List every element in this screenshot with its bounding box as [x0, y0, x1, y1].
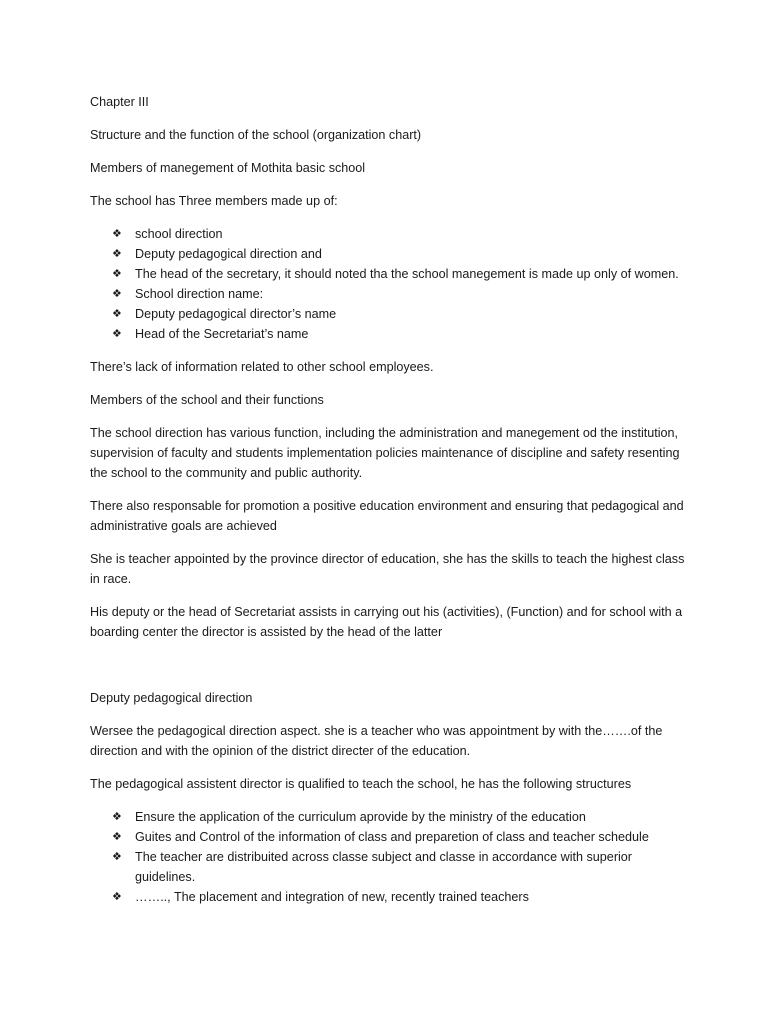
deputy-paragraph: His deputy or the head of Secretariat assists in carrying out his (activities), (Function) and for school with a boarding center the director is assisted by the head of the latter: [90, 605, 683, 639]
diamond-bullet-icon: ❖: [112, 830, 122, 843]
teacher-paragraph: She is teacher appointed by the province director of education, she has the skills to teach the highest class in race.: [90, 552, 685, 586]
members-list: [90, 224, 690, 344]
list-item: [90, 224, 690, 244]
diamond-bullet-icon: ❖: [112, 247, 122, 260]
intro-paragraph: The school has Three members made up of:: [90, 194, 338, 208]
list-item: [90, 847, 690, 887]
diamond-bullet-icon: ❖: [112, 327, 122, 340]
heading-deputy: Deputy pedagogical direction: [90, 691, 253, 705]
list-item-text: …….., The placement and integration of new, recently trained teachers: [135, 890, 529, 904]
list-item: [90, 324, 690, 344]
heading-functions: Members of the school and their functions: [90, 393, 324, 407]
list-item: [90, 244, 690, 264]
list-item-text: Deputy pedagogical director’s name: [135, 307, 337, 321]
chapter-title: Chapter III: [90, 95, 149, 109]
diamond-bullet-icon: ❖: [112, 227, 122, 240]
lack-info-paragraph: There’s lack of information related to other school employees.: [90, 360, 434, 374]
list-item-text: The teacher are distribuited across classe subject and classe in accordance with superior guidelines.: [135, 850, 633, 884]
heading-members: Members of manegement of Mothita basic school: [90, 161, 366, 175]
structures-list: [90, 807, 690, 907]
heading-structure: Structure and the function of the school (organization chart): [90, 128, 422, 142]
list-item-text: Guites and Control of the information of class and preparetion of class and teacher schedule: [135, 830, 649, 844]
direction-paragraph: The school direction has various function, including the administration and manegement od the institution, supervision of faculty and students implementation policies maintenance of discipline and safety resenting the school to the community and public authority.: [90, 426, 680, 480]
list-item-text: The head of the secretary, it should noted tha the school manegement is made up only of women.: [135, 267, 679, 281]
diamond-bullet-icon: ❖: [112, 890, 122, 903]
list-item: [90, 807, 690, 827]
list-item-text: Head of the Secretariat’s name: [135, 327, 309, 341]
list-item-text: school direction: [135, 227, 223, 241]
list-item: [90, 264, 690, 284]
diamond-bullet-icon: ❖: [112, 307, 122, 320]
diamond-bullet-icon: ❖: [112, 810, 122, 823]
list-item-text: Deputy pedagogical direction and: [135, 247, 322, 261]
responsable-paragraph: There also responsable for promotion a positive education environment and ensuring that pedagogical and administrative goals are achieved: [90, 499, 684, 533]
diamond-bullet-icon: ❖: [112, 287, 122, 300]
diamond-bullet-icon: ❖: [112, 850, 122, 863]
document-page: [90, 92, 690, 920]
list-item-text: School direction name:: [135, 287, 264, 301]
blank-line: [90, 655, 690, 688]
list-item: [90, 284, 690, 304]
wersee-paragraph: Wersee the pedagogical direction aspect. she is a teacher who was appointment by with the…….of the direction and with the opinion of the district directer of the education.: [90, 724, 663, 758]
qualified-paragraph: The pedagogical assistent director is qualified to teach the school, he has the following structures: [90, 777, 632, 791]
list-item: [90, 304, 690, 324]
list-item-text: Ensure the application of the curriculum aprovide by the ministry of the education: [135, 810, 586, 824]
list-item: [90, 887, 690, 907]
diamond-bullet-icon: ❖: [112, 267, 122, 280]
list-item: [90, 827, 690, 847]
